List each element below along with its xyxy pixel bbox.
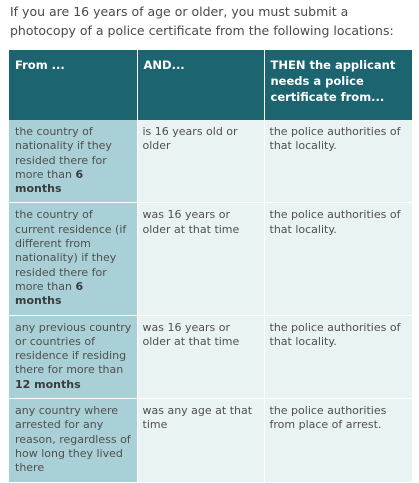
from-text: any country where arrested for any reason, regardless of how long they lived there <box>15 404 131 475</box>
from-cell <box>9 203 137 315</box>
then-cell: the police authorities of that locality. <box>264 120 412 203</box>
then-cell: the police authorities of that locality. <box>264 203 412 315</box>
from-cell <box>9 120 137 203</box>
and-cell: was any age at that time <box>137 399 264 482</box>
from-text: the country of nationality if they resided there for more than <box>15 125 112 181</box>
table-header-row <box>9 50 412 120</box>
then-cell: the police authorities from place of arrest. <box>264 399 412 482</box>
from-duration: 6 months <box>15 279 84 308</box>
header-from: From ... <box>9 50 137 120</box>
header-then: THEN the applicant needs a police certificate from... <box>264 50 412 120</box>
police-certificate-table <box>9 50 412 483</box>
from-text: any previous country or countries of residence if residing there for more than <box>15 320 132 377</box>
table-row <box>9 120 412 203</box>
from-text: the country of current residence (if different from nationality) if they resided there for more than <box>15 208 127 293</box>
intro-paragraph: If you are 16 years of age or older, you must submit a photocopy of a police certificate from the following locations: <box>10 4 394 38</box>
and-cell: was 16 years or older at that time <box>137 315 264 398</box>
from-duration: 6 months <box>15 167 84 196</box>
header-and: AND... <box>137 50 264 120</box>
from-duration: 12 months <box>15 377 81 391</box>
then-cell: the police authorities of that locality. <box>264 315 412 398</box>
table-row <box>9 203 412 315</box>
and-cell: is 16 years old or older <box>137 120 264 203</box>
from-cell <box>9 399 137 482</box>
table-row <box>9 399 412 482</box>
from-cell <box>9 315 137 398</box>
and-cell: was 16 years or older at that time <box>137 203 264 315</box>
table-row <box>9 315 412 398</box>
